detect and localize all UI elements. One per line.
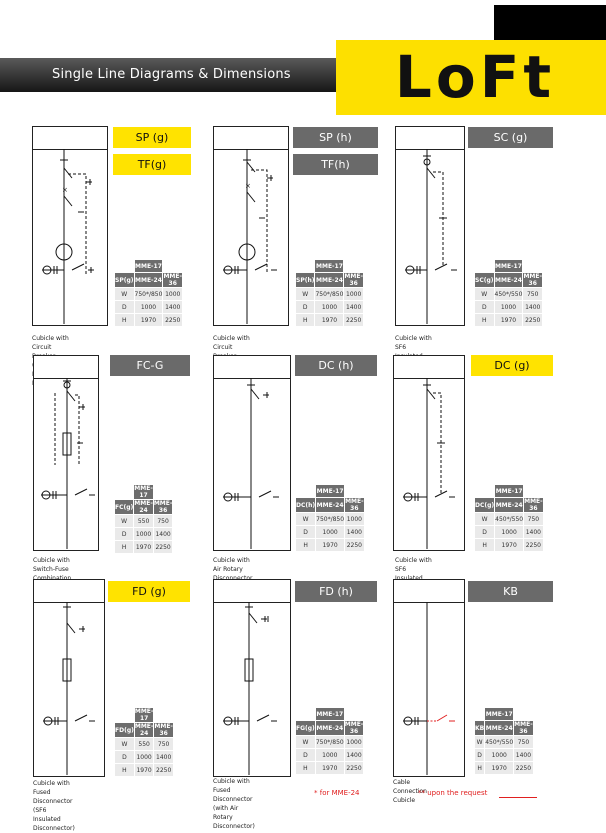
single-line-diagram — [32, 126, 108, 326]
dimensions-table: MME-17 SP(h) MME-24 MME-36 W 750*/850 1000 D 1000 1400 H 1970 2250 — [295, 259, 364, 327]
type-tag-primary: FC-G — [110, 355, 190, 376]
type-tag-primary: DC (g) — [471, 355, 553, 376]
footnote-underline — [499, 797, 537, 798]
cubicle-caption: Cable Connection Cubicle — [393, 779, 427, 804]
single-line-diagram — [395, 126, 465, 326]
logo-corner-block — [494, 5, 606, 41]
dimensions-table: MME-17 FG(g) MME-24 MME-36 W 750*/850 1000 D 1000 1400 H 1970 2250 — [295, 707, 364, 775]
dimensions-table: MME-17 FC(g) MME-24 MME-36 W 550 750 D 1000 1400 H 1970 2250 — [114, 484, 173, 554]
cubicle-caption: Cubicle with Fused Disconnector (with Air Rotary Disconnector) — [213, 778, 255, 830]
type-tag-primary: FD (h) — [295, 581, 377, 602]
cubicle-caption: Cubicle with Fused Disconnector (SF6 Insulated Disconnector) — [33, 780, 75, 832]
type-tag-primary: SP (g) — [113, 127, 191, 148]
cubicle-caption: Cubicle with SF6 — [395, 557, 432, 573]
type-tag-secondary: TF(h) — [293, 154, 378, 175]
dimensions-table: MME-17 DC(g) MME-24 MME-36 W 450*/550 750 D 1000 1400 H 1970 2250 — [474, 484, 544, 552]
cubicle-caption: Cubicle with SF6 — [395, 335, 432, 351]
cubicle-caption: Cubicle with Air Rotary — [213, 557, 250, 573]
type-tag-primary: SP (h) — [293, 127, 378, 148]
single-line-diagram — [33, 355, 99, 551]
type-tag-primary: DC (h) — [295, 355, 377, 376]
dimensions-table: MME-17 FD(g) MME-24 MME-36 W 550 750 D 1000 1400 H 1970 2250 — [114, 707, 174, 777]
svg-text:×: × — [245, 182, 251, 190]
svg-text:×: × — [62, 186, 68, 194]
cubicle-caption: Cubicle with Switch-Fuse — [33, 557, 70, 573]
cubicle-caption: Cubicle with Circuit — [213, 335, 250, 351]
single-line-diagram — [393, 579, 465, 777]
page-title: Single Line Diagrams & Dimensions — [52, 67, 291, 82]
single-line-diagram — [213, 579, 291, 777]
type-tag-secondary: TF(g) — [113, 154, 191, 175]
single-line-diagram — [213, 355, 291, 551]
single-line-diagram — [33, 579, 105, 777]
footnote-request: ** upon the request — [418, 789, 488, 797]
dimensions-table: MME-17 KB MME-24 MME-36 W 450*/550 750 D 1000 1400 H 1970 2250 — [474, 707, 534, 775]
type-tag-primary: FD (g) — [108, 581, 190, 602]
type-tag-primary: SC (g) — [468, 127, 553, 148]
dimensions-table: MME-17 DC(h) MME-24 MME-36 W 750*/850 1000 D 1000 1400 H 1970 2250 — [295, 484, 365, 552]
brand-logo: LoFt — [394, 43, 556, 111]
type-tag-primary: KB — [468, 581, 553, 602]
cubicle-caption: Cubicle with Circuit — [32, 335, 69, 351]
dimensions-table: MME-17 SC(g) MME-24 MME-36 W 450*/550 750 D 1000 1400 H 1970 2250 — [474, 259, 543, 327]
dimensions-table: MME-17 SP(g) MME-24 MME-36 W 750*/850 1000 D 1000 1400 H 1970 2250 — [114, 259, 183, 327]
footnote-mme24: * for MME-24 — [314, 789, 360, 797]
single-line-diagram — [393, 355, 465, 551]
single-line-diagram — [213, 126, 289, 326]
